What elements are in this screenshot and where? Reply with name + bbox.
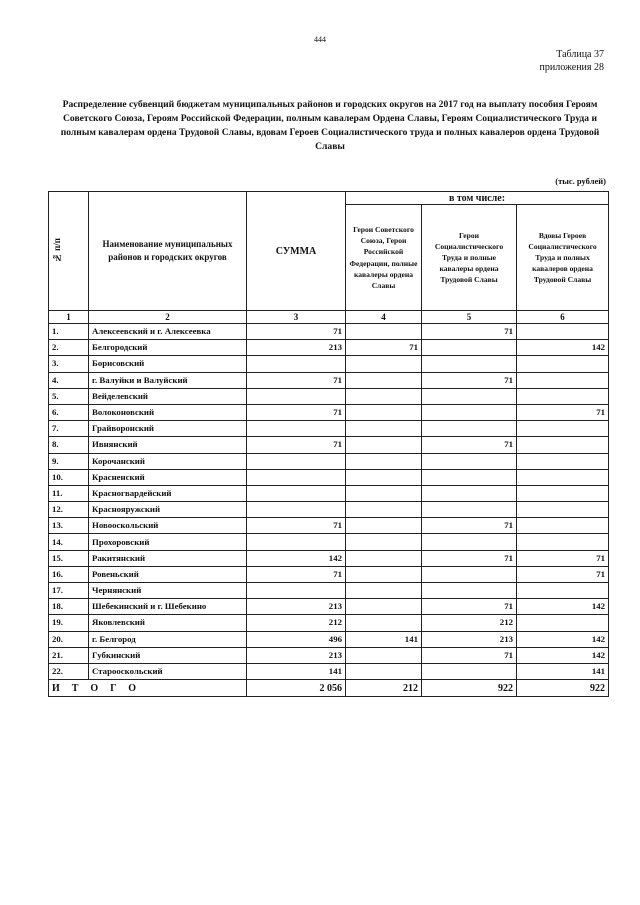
- column-number: 2: [89, 311, 247, 324]
- row-sum: [247, 502, 346, 518]
- column-number: 5: [422, 311, 517, 324]
- table-row: [49, 583, 609, 599]
- header-col5: Герои Социалистического Труда и полные кавалеры ордена Трудовой Славы: [422, 205, 517, 311]
- table-number: Таблица 37: [556, 49, 604, 60]
- total-row: [49, 680, 609, 697]
- district-name: Шебекинский и г. Шебекино: [89, 599, 247, 615]
- header-including: в том числе:: [346, 192, 609, 205]
- row-col5: 71: [422, 372, 517, 388]
- row-col6: [517, 534, 609, 550]
- row-col5: [422, 469, 517, 485]
- table-row: [49, 388, 609, 404]
- table-row: [49, 340, 609, 356]
- row-col6: 141: [517, 663, 609, 679]
- row-col6: 142: [517, 599, 609, 615]
- row-col4: [346, 388, 422, 404]
- row-col6: [517, 372, 609, 388]
- row-sum: 496: [247, 631, 346, 647]
- column-number: 6: [517, 311, 609, 324]
- row-col4: 141: [346, 631, 422, 647]
- row-col5: [422, 663, 517, 679]
- row-col4: [346, 372, 422, 388]
- row-col5: [422, 583, 517, 599]
- row-number: 17.: [49, 583, 89, 599]
- table-row: [49, 550, 609, 566]
- district-name: Корочанский: [89, 453, 247, 469]
- row-sum: 71: [247, 324, 346, 340]
- row-col5: 71: [422, 599, 517, 615]
- row-col6: [517, 518, 609, 534]
- row-col4: [346, 437, 422, 453]
- row-number: 10.: [49, 469, 89, 485]
- row-number: 12.: [49, 502, 89, 518]
- district-name: Новооскольский: [89, 518, 247, 534]
- header-number-label: № п/п: [52, 238, 62, 264]
- header-number: [49, 192, 89, 311]
- row-col4: [346, 663, 422, 679]
- row-col6: 71: [517, 566, 609, 582]
- row-sum: [247, 485, 346, 501]
- row-col4: [346, 583, 422, 599]
- row-col5: 213: [422, 631, 517, 647]
- district-name: Ровеньский: [89, 566, 247, 582]
- row-col5: 71: [422, 518, 517, 534]
- row-sum: 213: [247, 599, 346, 615]
- units-label: (тыс. рублей): [555, 176, 606, 186]
- table-row: [49, 437, 609, 453]
- row-number: 13.: [49, 518, 89, 534]
- table-reference: [540, 48, 604, 74]
- total-label: ИТОГО: [49, 680, 247, 697]
- row-col4: [346, 356, 422, 372]
- row-col4: [346, 599, 422, 615]
- row-col4: [346, 469, 422, 485]
- row-number: 18.: [49, 599, 89, 615]
- row-col4: [346, 453, 422, 469]
- column-number: 4: [346, 311, 422, 324]
- column-number: 3: [247, 311, 346, 324]
- row-col4: [346, 404, 422, 420]
- table-row: [49, 421, 609, 437]
- row-number: 14.: [49, 534, 89, 550]
- table-row: [49, 324, 609, 340]
- row-col4: [346, 566, 422, 582]
- row-sum: 71: [247, 404, 346, 420]
- row-col5: [422, 356, 517, 372]
- row-col6: [517, 421, 609, 437]
- row-number: 9.: [49, 453, 89, 469]
- row-sum: [247, 388, 346, 404]
- row-col6: [517, 502, 609, 518]
- row-col5: [422, 421, 517, 437]
- total-sum: 2 056: [247, 680, 346, 697]
- row-col4: [346, 647, 422, 663]
- district-name: г. Валуйки и Валуйский: [89, 372, 247, 388]
- row-col5: 71: [422, 647, 517, 663]
- row-number: 4.: [49, 372, 89, 388]
- row-number: 3.: [49, 356, 89, 372]
- row-col6: 71: [517, 550, 609, 566]
- row-sum: [247, 421, 346, 437]
- district-name: г. Белгород: [89, 631, 247, 647]
- district-name: Вейделевский: [89, 388, 247, 404]
- column-number: 1: [49, 311, 89, 324]
- table-row: [49, 663, 609, 679]
- district-name: Ивнянский: [89, 437, 247, 453]
- row-sum: [247, 583, 346, 599]
- row-sum: 142: [247, 550, 346, 566]
- row-col6: [517, 453, 609, 469]
- row-sum: [247, 469, 346, 485]
- table-row: [49, 453, 609, 469]
- district-name: Губкинский: [89, 647, 247, 663]
- row-col6: 142: [517, 340, 609, 356]
- district-name: Яковлевский: [89, 615, 247, 631]
- row-col6: [517, 469, 609, 485]
- row-number: 19.: [49, 615, 89, 631]
- header-sum: СУММА: [247, 192, 346, 311]
- column-numbers-row: [49, 311, 609, 324]
- row-sum: 71: [247, 437, 346, 453]
- row-number: 8.: [49, 437, 89, 453]
- district-name: Грайворонский: [89, 421, 247, 437]
- row-sum: 141: [247, 663, 346, 679]
- row-number: 21.: [49, 647, 89, 663]
- row-number: 6.: [49, 404, 89, 420]
- row-sum: 213: [247, 647, 346, 663]
- table-row: [49, 485, 609, 501]
- row-col4: [346, 421, 422, 437]
- table-row: [49, 372, 609, 388]
- row-number: 15.: [49, 550, 89, 566]
- table-row: [49, 647, 609, 663]
- row-col5: [422, 485, 517, 501]
- row-col6: [517, 437, 609, 453]
- row-col4: [346, 550, 422, 566]
- row-col6: 71: [517, 404, 609, 420]
- row-col6: [517, 324, 609, 340]
- table-row: [49, 356, 609, 372]
- district-name: Борисовский: [89, 356, 247, 372]
- table-row: [49, 615, 609, 631]
- row-col4: [346, 615, 422, 631]
- row-sum: 71: [247, 372, 346, 388]
- row-number: 1.: [49, 324, 89, 340]
- district-name: Чернянский: [89, 583, 247, 599]
- district-name: Краснояружский: [89, 502, 247, 518]
- row-number: 5.: [49, 388, 89, 404]
- total-col5: 922: [422, 680, 517, 697]
- header-col6: Вдовы Героев Социалистического Труда и полных кавалеров ордена Трудовой Славы: [517, 205, 609, 311]
- row-col5: 71: [422, 324, 517, 340]
- table-row: [49, 518, 609, 534]
- row-col4: [346, 502, 422, 518]
- row-col5: [422, 566, 517, 582]
- row-sum: [247, 356, 346, 372]
- row-number: 7.: [49, 421, 89, 437]
- row-col4: 71: [346, 340, 422, 356]
- row-col6: [517, 388, 609, 404]
- row-col6: [517, 615, 609, 631]
- row-number: 11.: [49, 485, 89, 501]
- header-name: Наименование муниципальных районов и городских округов: [89, 192, 247, 311]
- row-col6: 142: [517, 647, 609, 663]
- table-row: [49, 631, 609, 647]
- row-col6: [517, 583, 609, 599]
- row-sum: 212: [247, 615, 346, 631]
- row-col5: 71: [422, 437, 517, 453]
- row-number: 16.: [49, 566, 89, 582]
- table-row: [49, 502, 609, 518]
- table-row: [49, 599, 609, 615]
- table-row: [49, 566, 609, 582]
- row-col5: 212: [422, 615, 517, 631]
- row-col5: [422, 340, 517, 356]
- row-sum: [247, 453, 346, 469]
- row-col5: [422, 534, 517, 550]
- row-col4: [346, 485, 422, 501]
- district-name: Старооскольский: [89, 663, 247, 679]
- district-name: Прохоровский: [89, 534, 247, 550]
- total-col4: 212: [346, 680, 422, 697]
- row-sum: [247, 534, 346, 550]
- row-sum: 71: [247, 566, 346, 582]
- row-col4: [346, 324, 422, 340]
- header-col4: Герои Советского Союза, Герои Российской Федерации, полные кавалеры ордена Славы: [346, 205, 422, 311]
- row-col6: 142: [517, 631, 609, 647]
- row-col6: [517, 356, 609, 372]
- row-col4: [346, 518, 422, 534]
- row-col5: [422, 404, 517, 420]
- row-col6: [517, 485, 609, 501]
- document-title: Распределение субвенций бюджетам муниципальных районов и городских округов на 2017 год на выплату пособия Героям Советского Союза, Героям Российской Федерации, полным кавалерам Ордена Славы, Героям Социалистического Труда и полным кавалерам ордена Трудовой Славы, вдовам Героев Социалистического труда и полных кавалеров ордена Трудовой Славы: [60, 99, 600, 152]
- appendix-number: приложения 28: [539, 62, 604, 73]
- district-name: Красненский: [89, 469, 247, 485]
- table-row: [49, 404, 609, 420]
- district-name: Волоконовский: [89, 404, 247, 420]
- table-row: [49, 534, 609, 550]
- row-sum: 213: [247, 340, 346, 356]
- total-col6: 922: [517, 680, 609, 697]
- row-col5: [422, 388, 517, 404]
- row-sum: 71: [247, 518, 346, 534]
- row-number: 20.: [49, 631, 89, 647]
- district-name: Алексеевский и г. Алексеевка: [89, 324, 247, 340]
- row-number: 22.: [49, 663, 89, 679]
- row-number: 2.: [49, 340, 89, 356]
- row-col5: [422, 453, 517, 469]
- district-name: Красногвардейский: [89, 485, 247, 501]
- row-col4: [346, 534, 422, 550]
- row-col5: [422, 502, 517, 518]
- page-number: 444: [314, 35, 326, 44]
- table-row: [49, 469, 609, 485]
- subsidy-table: [48, 191, 609, 697]
- district-name: Ракитянский: [89, 550, 247, 566]
- district-name: Белгородский: [89, 340, 247, 356]
- row-col5: 71: [422, 550, 517, 566]
